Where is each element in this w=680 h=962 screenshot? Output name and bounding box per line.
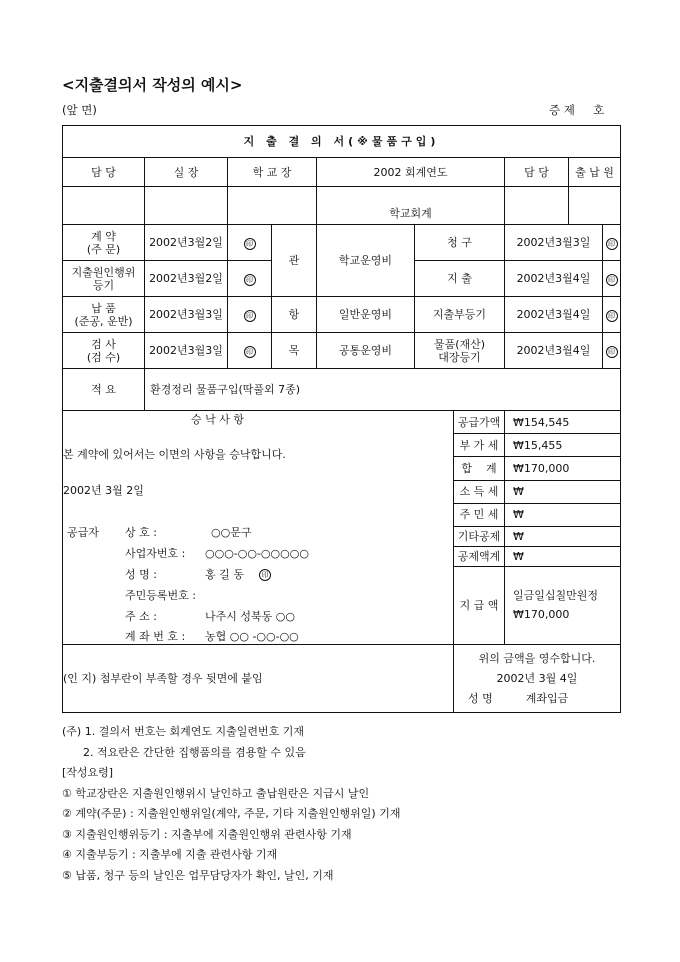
approval-section [63,411,454,645]
col-chulnabwon: 출 납 원 [569,158,621,187]
payment-number: ₩170,000 [513,608,570,622]
row-date-asset: 2002년3월4일 [505,333,603,369]
seal-icon: 印 [244,274,256,286]
receipt-line: 위의 금액을 영수합니다. [478,651,596,665]
col-damdang-2: 담 당 [505,158,569,187]
amount-value: ₩154,545 [505,411,621,434]
supplier-addr: 나주시 성북동 ○○ [205,610,295,623]
seal-expense [603,261,621,297]
col-hakgyojang: 학 교 장 [228,158,317,187]
seal-icon: 印 [244,310,256,322]
fiscal-year: 2002 회계연도 [317,158,505,187]
payment-korean: 일금일십칠만원정 [513,589,599,603]
amount-label: 소 득 세 [454,480,505,503]
amount-value: ₩170,000 [505,457,621,480]
amount-label: 합 계 [454,457,505,480]
amount-label: 부 가 세 [454,434,505,457]
amount-value: ₩15,455 [505,434,621,457]
payment-value [505,566,621,644]
summary-label: 적 요 [63,369,145,411]
hang-label-text: 항 [288,308,300,321]
amount-value: ₩ [505,546,621,566]
sign-box-damdang[interactable] [63,187,145,225]
note-line: ④ 지출부등기 : 지출부에 지출 관련사항 기재 [62,848,278,861]
note-line: ① 학교장란은 지출원인행위시 날인하고 출납원란은 지급시 날인 [62,786,370,800]
row-date-ledger: 2002년3월4일 [505,297,603,333]
supplier-acct-label: 계 좌 번 호 : [125,630,186,643]
note-line: ③ 지출원인행위등기 : 지출부에 지출원인행위 관련사항 기재 [62,827,352,841]
row-label-inspection: 검 사 (검 수) [63,333,145,369]
seal-asset [603,333,621,369]
seal-delivery [228,297,272,333]
supplier-bizno-label: 사업자번호 : [125,547,186,560]
seal-icon: 印 [244,346,256,358]
seal-icon: 印 [606,274,618,286]
note-line: ⑤ 납품, 청구 등의 날인은 업무담당자가 확인, 날인, 기재 [62,868,334,882]
sign-box-siljang[interactable] [145,187,228,225]
row-label-claim: 청 구 [415,225,505,261]
account-name [317,187,505,225]
sign-box-damdang-2[interactable] [505,187,569,225]
gwan-label: 관 [272,225,317,297]
row-label-cause: 지출원인행위 등기 [63,261,145,297]
supplier-seal-icon: 印 [259,569,271,581]
receipt-sign [454,689,620,709]
seal-icon: 印 [244,238,256,250]
hang-value: 일반운영비 [317,297,415,333]
approval-title: 승 낙 사 항 [191,413,244,426]
amount-value: ₩ [505,480,621,503]
supplier-rep: 홍 길 동 [205,568,244,581]
col-damdang: 담 당 [63,158,145,187]
seal-icon: 印 [606,346,618,358]
supplier-name: ○○문구 [211,526,252,539]
form-title: 지 출 결 의 서(※물품구입) [63,126,621,158]
receipt-sign-value: 계좌입금 [525,691,569,705]
amount-label: 기타공제 [454,526,505,546]
col-siljang: 실 장 [145,158,228,187]
amount-value: ₩ [505,526,621,546]
row-label-ledger: 지출부등기 [415,297,505,333]
receipt-sign-label: 성 명 [468,691,493,705]
summary-value: 환경정리 물품구입(딱풀외 7종) [145,369,621,411]
amount-label: 공제액계 [454,546,505,566]
sign-box-hakgyojang[interactable] [228,187,317,225]
certificate-number: 증 제 호 [549,103,605,117]
receipt-section [454,645,621,713]
row-date-delivery: 2002년3월3일 [145,297,228,333]
amount-label: 공급가액 [454,411,505,434]
row-label-delivery: 납 품 (준공, 운반) [63,297,145,333]
amount-value: ₩ [505,503,621,526]
stamp-note: (인 지) 첨부란이 부족할 경우 뒷면에 붙임 [63,645,454,713]
supplier-addr-label: 주 소 : [125,610,157,623]
approval-text: 본 계약에 있어서는 이면의 사항을 승낙합니다. [63,448,286,461]
gwan-value: 학교운영비 [317,225,415,297]
payment-label: 지 급 액 [454,566,505,644]
supplier-bizno: ○○○-○○-○○○○○ [205,547,309,560]
mok-label: 목 [272,333,317,369]
row-date-inspection: 2002년3월3일 [145,333,228,369]
row-date-expense: 2002년3월4일 [505,261,603,297]
row-date-cause: 2002년3월2일 [145,261,228,297]
row-date-claim: 2002년3월3일 [505,225,603,261]
hang-label [272,297,317,333]
sign-box-chulnabwon[interactable] [569,187,621,225]
receipt-date: 2002년 3월 4일 [496,671,578,685]
note-line: 2. 적요란은 간단한 집행품의를 겸용할 수 있음 [62,745,306,759]
seal-icon: 印 [606,310,618,322]
supplier-acct: 농협 ○○ -○○-○○ [205,630,299,643]
account-name-text: 학교회계 [389,207,432,220]
note-line: ② 계약(주문) : 지출원인행위일(계약, 주문, 기타 지출원인행위일) 기재 [62,807,401,820]
seal-ledger [603,297,621,333]
supplier-rep-label: 성 명 : [125,568,157,581]
row-label-contract: 계 약 (주 문) [63,225,145,261]
note-line: (주) 1. 결의서 번호는 회계연도 지출일련번호 기재 [62,725,304,738]
approval-date: 2002년 3월 2일 [63,484,144,497]
seal-icon: 印 [606,238,618,250]
front-side-label: (앞 면) [62,103,97,117]
supplier-name-label: 상 호 : [125,526,157,539]
seal-claim [603,225,621,261]
row-date-contract: 2002년3월2일 [145,225,228,261]
seal-inspection [228,333,272,369]
mok-value: 공통운영비 [317,333,415,369]
supplier-label: 공급자 [67,526,99,539]
notes-section [62,722,400,886]
row-label-expense: 지 출 [415,261,505,297]
amount-label: 주 민 세 [454,503,505,526]
seal-contract [228,225,272,261]
expenditure-form [62,125,621,713]
page-title: <지출결의서 작성의 예시> [62,76,243,94]
seal-cause [228,261,272,297]
note-line: [작성요령] [62,766,114,779]
supplier-resno-label: 주민등록번호 : [125,589,196,602]
row-label-asset: 물품(재산) 대장등기 [415,333,505,369]
